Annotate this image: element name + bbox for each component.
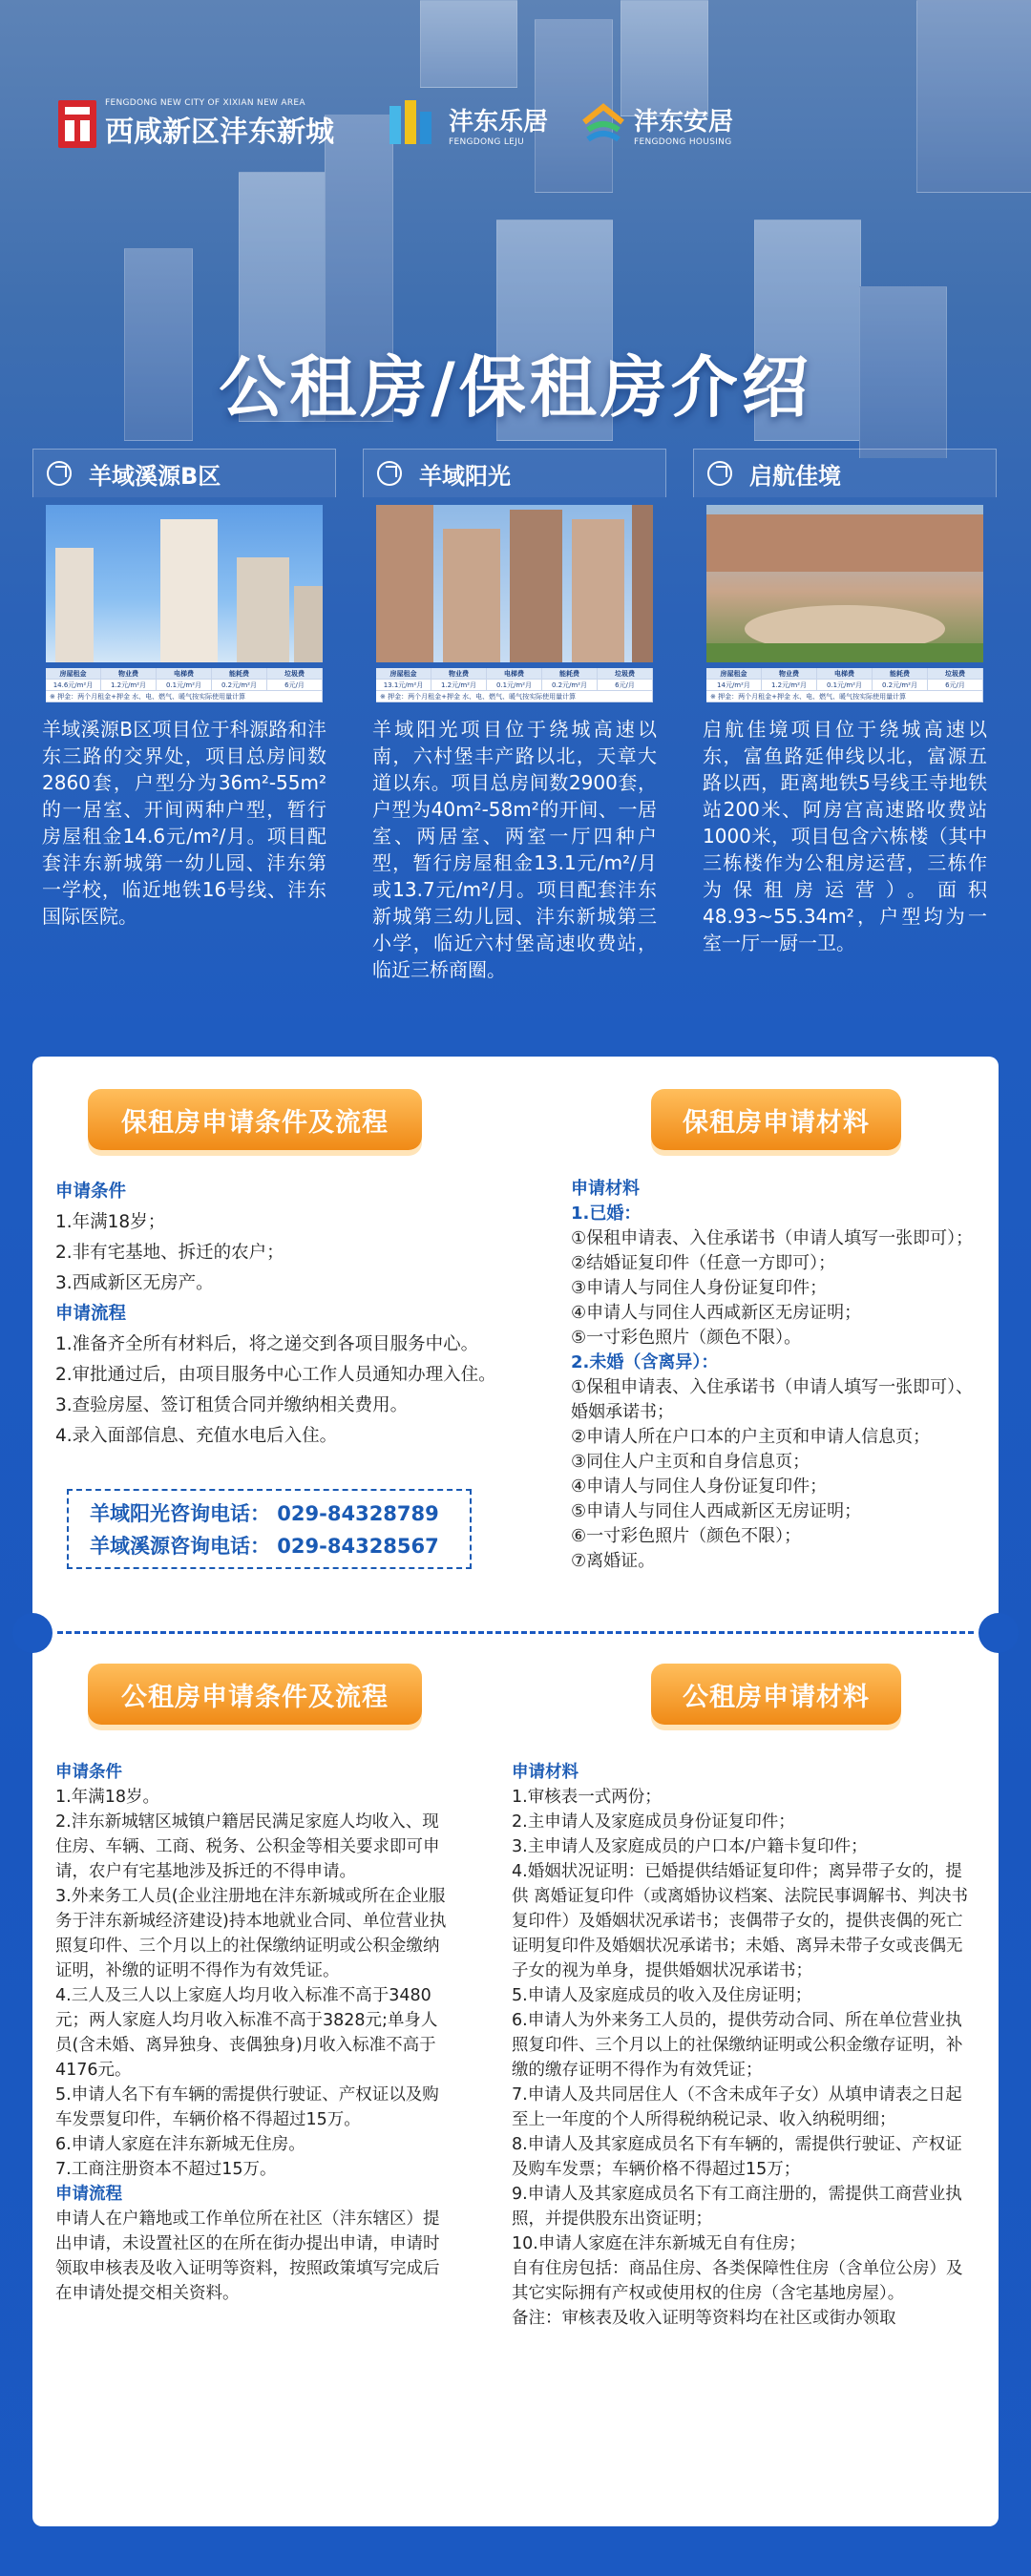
project-description: 羊域溪源B区项目位于科源路和沣东三路的交界处，项目总房间数2860套，户型分为36m²-55m²的一居室、开间两种户型，暂行房屋租金14.6元/m²/月。项目配套沣东新城第一幼儿园、沣东第一学校，临近地铁16号线、沣东国际医院。 xyxy=(42,718,326,928)
list-item: ⑤申请人与同住人西咸新区无房证明； xyxy=(571,1501,862,1521)
compass-icon xyxy=(707,461,732,486)
fee-value: 14.6元/m²月 xyxy=(46,680,101,691)
list-item: 自有住房包括：商品住房、各类保障性住房（含单位公房）及其它实际拥有产权或使用权的住房（含宅基地房屋）。 xyxy=(512,2259,963,2303)
list-item: 1.年满18岁； xyxy=(55,1212,166,1232)
project-list xyxy=(32,449,999,1040)
list-heading: 1.已婚： xyxy=(571,1204,642,1224)
list-item: 6.申请人为外来务工人员的，提供劳动合同、所在单位营业执照复印件、三个月以上的社保缴纳证明或公积金缴存证明，补缴的缴存证明不得作为有效凭证； xyxy=(512,2011,963,2080)
list-item: 4.三人及三人以上家庭人均月收入标准不高于3480元；两人家庭人均月收入标准不高于3828元;单身人员(含未婚、离异独身、丧偶独身)月收入标准不高于4176元。 xyxy=(55,1986,438,2080)
list-item: 3.主申请人及家庭成员的户口本/户籍卡复印件； xyxy=(512,1837,868,1856)
logo-bar xyxy=(57,91,974,157)
phone-xiyuan: 羊域溪源咨询电话： 029-84328567 xyxy=(90,1535,439,1558)
section-divider xyxy=(57,1631,974,1634)
list-item: 申请人在户籍地或工作单位所在社区（沣东辖区）提出申请，未设置社区的在所在街办提出申请，申请时领取申核表及收入证明等资料，按照政策填写完成后在申请处提交相关资料。 xyxy=(55,2209,440,2303)
fee-value: 6元/月 xyxy=(928,680,983,691)
list-item: 2.沣东新城辖区城镇户籍居民满足家庭人均收入、现住房、车辆、工商、税务、公积金等相关要求即可申请，农户有宅基地涉及拆迁的不得申请。 xyxy=(55,1812,440,1881)
fee-value: 0.1元/m²月 xyxy=(157,680,212,691)
fee-value: 0.2元/m²月 xyxy=(542,680,598,691)
fee-note: ※ 押金：两个月租金+押金 水、电、燃气、暖气按实际使用量计算 xyxy=(376,691,653,702)
list-item: 1.准备齐全所有材料后，将之递交到各项目服务中心。 xyxy=(55,1334,479,1354)
fee-value: 14元/m²月 xyxy=(706,680,762,691)
logo2-name: 沣东乐居 xyxy=(449,107,549,136)
list-heading: 2.未婚（含离异）： xyxy=(571,1352,719,1372)
consult-phone-box xyxy=(67,1489,472,1569)
fengdong-housing-logo xyxy=(580,91,733,157)
list-item: ⑥一寸彩色照片（颜色不限）； xyxy=(571,1526,802,1546)
project-name: 羊域阳光 xyxy=(419,462,511,490)
rental-materials-title: 保租房申请材料 xyxy=(651,1089,901,1150)
list-item: 4.录入面部信息、充值水电后入住。 xyxy=(55,1426,338,1446)
list-item: 2.审批通过后，由项目服务中心工作人员通知办理入住。 xyxy=(55,1365,496,1385)
panel-notch-left xyxy=(12,1613,53,1653)
fee-value: 0.1元/m²月 xyxy=(487,680,542,691)
compass-icon xyxy=(47,461,72,486)
fee-header: 能耗费 xyxy=(212,668,267,680)
fee-header: 垃圾费 xyxy=(928,668,983,680)
fee-header: 垃圾费 xyxy=(267,668,323,680)
fee-value: 6元/月 xyxy=(598,680,653,691)
fee-value: 0.1元/m²月 xyxy=(817,680,873,691)
fee-note: ※ 押金：两个月租金+押金 水、电、燃气、暖气按实际使用量计算 xyxy=(46,691,323,702)
list-heading: 申请条件 xyxy=(55,1182,127,1202)
seal-icon xyxy=(57,99,97,149)
list-heading: 申请材料 xyxy=(571,1179,640,1199)
public-conditions-title: 公租房申请条件及流程 xyxy=(88,1664,422,1725)
list-item: 10.申请人家庭在沣东新城无自有住房； xyxy=(512,2234,806,2253)
project-description: 羊域阳光项目位于绕城高速以南，六村堡丰产路以北，天章大道以东。项目总房间数2900套，户型为40m²-58m²的开间、一居室、两居室、两室一厅四种户型，暂行房屋租金13.1元/m²/月或13.7元/m²/月。项目配套沣东新城第三幼儿园、沣东新城第三小学，临近六村堡高速收费站，临近三桥商圈。 xyxy=(372,718,657,981)
list-item: 6.申请人家庭在沣东新城无住房。 xyxy=(55,2135,305,2154)
fee-header: 电梯费 xyxy=(817,668,873,680)
project-photo xyxy=(376,505,653,662)
project-photo xyxy=(46,505,323,662)
list-heading: 申请材料 xyxy=(512,1763,579,1782)
list-item: ⑦离婚证。 xyxy=(571,1551,656,1571)
project-name: 羊域溪源B区 xyxy=(89,462,221,490)
fee-header: 垃圾费 xyxy=(598,668,653,680)
fee-header: 电梯费 xyxy=(157,668,212,680)
fee-value: 0.2元/m²月 xyxy=(212,680,267,691)
fee-header: 电梯费 xyxy=(487,668,542,680)
fee-note: ※ 押金：两个月租金+押金 水、电、燃气、暖气按实际使用量计算 xyxy=(706,691,983,702)
page-title: 公租房/保租房介绍 xyxy=(219,348,812,427)
list-item: 2.主申请人及家庭成员身份证复印件； xyxy=(512,1812,795,1832)
project-header xyxy=(363,449,666,497)
list-item: ④申请人与同住人身份证复印件； xyxy=(571,1476,828,1497)
public-conditions-list xyxy=(55,1760,447,2306)
list-item: 2.非有宅基地、拆迁的农户； xyxy=(55,1243,284,1263)
logo2-subtitle: FENGDONG LEJU xyxy=(449,136,524,147)
fee-header: 房屋租金 xyxy=(46,668,101,680)
list-item: 5.申请人名下有车辆的需提供行驶证、产权证以及购车发票复印件，车辆价格不得超过15万。 xyxy=(55,2085,439,2129)
fee-header: 能耗费 xyxy=(542,668,598,680)
project-name: 启航佳境 xyxy=(749,462,841,490)
list-item: 3.西咸新区无房产。 xyxy=(55,1273,214,1293)
list-item: 5.申请人及家庭成员的收入及住房证明； xyxy=(512,1986,812,2005)
list-item: 3.查验房屋、签订租赁合同并缴纳相关费用。 xyxy=(55,1395,409,1415)
list-item: ⑤一寸彩色照片（颜色不限）。 xyxy=(571,1328,802,1348)
list-item: 7.申请人及共同居住人（不含未成年子女）从填申请表之日起至上一年度的个人所得税纳税记录、收入纳税明细； xyxy=(512,2085,962,2129)
fengdong-leju-logo xyxy=(384,91,548,157)
list-item: ②结婚证复印件（任意一方即可）； xyxy=(571,1253,836,1273)
fee-value: 6元/月 xyxy=(267,680,323,691)
list-item: 1.审核表一式两份； xyxy=(512,1788,662,1807)
fee-header: 能耗费 xyxy=(873,668,928,680)
rental-conditions-title: 保租房申请条件及流程 xyxy=(88,1089,422,1150)
project-header xyxy=(693,449,997,497)
project-card-yangyu-yangguang xyxy=(363,449,666,1040)
project-photo xyxy=(706,505,983,662)
list-item: 备注：审核表及收入证明等资料均在社区或街办领取 xyxy=(512,2309,896,2328)
logo1-name: 西咸新区沣东新城 xyxy=(105,115,334,149)
public-materials-title: 公租房申请材料 xyxy=(651,1664,901,1725)
project-header xyxy=(32,449,336,497)
list-item: 1.年满18岁。 xyxy=(55,1788,159,1807)
rental-materials-list xyxy=(571,1177,983,1574)
list-item: 7.工商注册资本不超过15万。 xyxy=(55,2160,277,2179)
project-card-qihang-jiajing xyxy=(693,449,997,1040)
leju-mark-icon xyxy=(384,96,439,152)
logo3-name: 沣东安居 xyxy=(634,107,734,136)
list-item: ①保租申请表、入住承诺书（申请人填写一张即可）、婚姻承诺书； xyxy=(571,1377,974,1422)
fee-table xyxy=(46,668,323,702)
list-item: ②申请人所在户口本的户主页和申请人信息页； xyxy=(571,1427,931,1447)
fee-table xyxy=(376,668,653,702)
list-item: ③申请人与同住人身份证复印件； xyxy=(571,1278,828,1298)
list-item: 9.申请人及其家庭成员名下有工商注册的，需提供工商营业执照，并提供股东出资证明； xyxy=(512,2185,962,2229)
fee-value: 0.2元/m²月 xyxy=(873,680,928,691)
list-heading: 申请流程 xyxy=(55,2185,122,2204)
list-item: 8.申请人及其家庭成员名下有车辆的，需提供行驶证、产权证及购车发票；车辆价格不得超过15万； xyxy=(512,2135,962,2179)
compass-icon xyxy=(377,461,402,486)
list-item: ④申请人与同住人西咸新区无房证明； xyxy=(571,1303,862,1323)
logo1-subtitle: FENGDONG NEW CITY OF XIXIAN NEW AREA xyxy=(105,98,305,108)
fee-value: 1.2元/m²月 xyxy=(762,680,817,691)
phone-yangguang: 羊域阳光咨询电话： 029-84328789 xyxy=(90,1502,439,1525)
list-item: 4.婚姻状况证明：已婚提供结婚证复印件；离异带子女的，提供 离婚证复印件（或离婚协议档案、法院民事调解书、判决书复印件）及婚姻状况承诺书；丧偶带子女的，提供丧偶的死亡证明复印件及婚姻状况承诺书；未婚、离异未带子女或丧偶无子女的视为单身，提供婚姻状况承诺书； xyxy=(512,1862,969,1980)
public-materials-list xyxy=(512,1760,978,2331)
list-item: 3.外来务工人员(企业注册地在沣东新城或所在企业服务于沣东新城经济建设)持本地就业合同、单位营业执照复印件、三个月以上的社保缴纳证明或公积金缴纳证明，补缴的证明不得作为有效凭证。 xyxy=(55,1887,447,1980)
housing-mark-icon xyxy=(580,101,626,147)
logo3-subtitle: FENGDONG HOUSING xyxy=(634,136,732,147)
fee-header: 房屋租金 xyxy=(376,668,431,680)
fee-header: 物业费 xyxy=(762,668,817,680)
xixian-fengdong-logo xyxy=(57,91,334,157)
fee-header: 物业费 xyxy=(101,668,157,680)
list-item: ①保租申请表、入住承诺书（申请人填写一张即可）； xyxy=(571,1228,974,1248)
rental-conditions-list xyxy=(55,1177,542,1452)
fee-value: 13.1元/m²月 xyxy=(376,680,431,691)
panel-notch-right xyxy=(978,1613,1019,1653)
fee-value: 1.2元/m²月 xyxy=(431,680,487,691)
project-card-yangyu-xiyuan xyxy=(32,449,336,1040)
fee-header: 房屋租金 xyxy=(706,668,762,680)
list-heading: 申请流程 xyxy=(55,1304,127,1324)
fee-header: 物业费 xyxy=(431,668,487,680)
project-description: 启航佳境项目位于绕城高速以东，富鱼路延伸线以北，富源五路以西，距离地铁5号线王寺地铁站200米、阿房宫高速路收费站1000米，项目包含六栋楼（其中三栋楼作为公租房运营，三栋作为保租房运营）。面积48.93~55.34m²，户型均为一室一厅一厨一卫。 xyxy=(703,718,987,954)
fee-value: 1.2元/m²月 xyxy=(101,680,157,691)
list-heading: 申请条件 xyxy=(55,1763,122,1782)
list-item: ③同住人户主页和自身信息页； xyxy=(571,1452,810,1472)
fee-table xyxy=(706,668,983,702)
